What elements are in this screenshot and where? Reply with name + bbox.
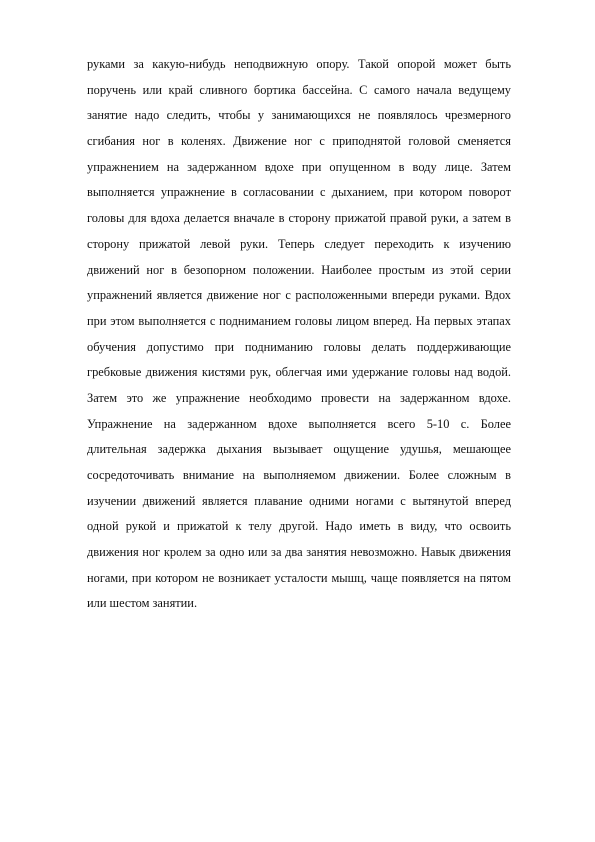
text-line: обучения допустимо при подниманию головы делать поддерживающие bbox=[87, 339, 511, 354]
text-line: длительная задержка дыхания вызывает ощущение удушья, мешающее bbox=[87, 442, 511, 457]
text-line: упражнений является движение ног с расположенными впереди руками. Вдох bbox=[87, 288, 511, 303]
text-line: выполняется упражнение в согласовании с дыханием, при котором поворот bbox=[87, 185, 511, 200]
text-line: головы для вдоха делается вначале в сторону прижатой правой руки, а затем в bbox=[87, 211, 511, 226]
text-line: при этом выполняется с подниманием головы лицом вперед. На первых этапах bbox=[87, 313, 511, 328]
text-line: сторону прижатой левой руки. Теперь следует переходить к изучению bbox=[87, 236, 511, 251]
text-line: сосредоточивать внимание на выполняемом движении. Более сложным в bbox=[87, 468, 511, 482]
text-line: ногами, при котором не возникает усталости мышц, чаще появляется на пятом bbox=[87, 570, 511, 585]
text-line: руками за какую-нибудь неподвижную опору. Такой опорой может быть bbox=[87, 57, 511, 71]
text-line: движений ног в безопорном положении. Наиболее простым из этой серии bbox=[87, 262, 511, 277]
body-text bbox=[87, 52, 511, 617]
text-line: Затем это же упражнение необходимо провести на задержанном вдохе. bbox=[87, 390, 511, 405]
text-line: поручень или край сливного бортика бассейна. С самого начала ведущему bbox=[87, 82, 511, 97]
text-line: изучении движений является плавание одними ногами с вытянутой вперед bbox=[87, 493, 511, 508]
text-line: одной рукой и прижатой к телу другой. Надо иметь в виду, что освоить bbox=[87, 519, 511, 534]
text-line: упражнением на задержанном вдохе при опущенном в воду лице. Затем bbox=[87, 159, 511, 174]
text-line: Упражнение на задержанном вдохе выполняется всего 5-10 с. Более bbox=[87, 416, 511, 431]
text-line: гребковые движения кистями рук, облегчая ими удержание головы над водой. bbox=[87, 365, 511, 380]
text-line: занятие надо следить, чтобы у занимающихся не появлялось чрезмерного bbox=[87, 108, 511, 123]
text-line: движения ног кролем за одно или за два занятия невозможно. Навык движения bbox=[87, 545, 511, 560]
text-line: сгибания ног в коленях. Движение ног с приподнятой головой сменяется bbox=[87, 134, 511, 149]
text-line-last: или шестом занятии. bbox=[87, 596, 198, 611]
